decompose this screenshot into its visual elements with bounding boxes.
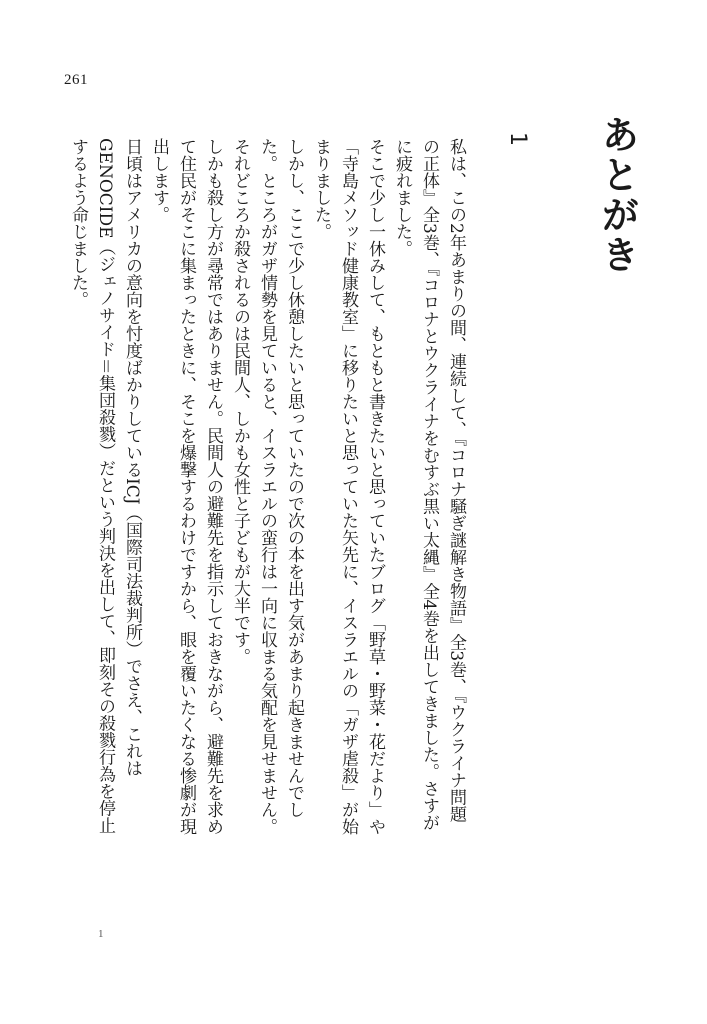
paragraph: そこで少し一休みして、もともと書きたいと思っていたブログ「野草・野菜・花だより」や「寺島メソッド健康教室」に移りたいと思っていた矢先に、イスラエルの「ガザ虐殺」が始まりました。	[311, 138, 385, 835]
chapter-title: あとがき	[595, 115, 639, 275]
page-number: 261	[64, 72, 88, 88]
paragraph: 私は、この2年あまりの間、連続して、『コロナ騒ぎ謎解き物語』全3巻、『ウクライナ問題の正体』全3巻、『コロナとウクライナをむすぶ黒い太縄』全4巻を出してきました。さすがに疲れました。	[392, 138, 466, 832]
footer-mark: 1	[98, 928, 104, 940]
paragraph: しかも殺し方が尋常ではありません。民間人の避難先を指示しておきながら、避難先を求めて住民がそこに集まったときに、そこを爆撃するわけですから、眼を覆いたくなる惨劇が現出します。	[149, 138, 223, 835]
paragraph: 日頃はアメリカの意向を忖度ばかりしているICJ（国際司法裁判所）でさえ、これはGENOCIDE（ジェノサイド＝集団殺戮）だという判決を出して、即刻その殺戮行為を停止するよう命じました。	[68, 138, 142, 834]
section-number: 1	[505, 132, 530, 146]
body-text	[68, 138, 469, 838]
paragraph: しかし、ここで少し休憩したいと思っていたので次の本を出す気があまり起きませんでした。ところがガザ情勢を見ていると、イスラエルの蛮行は一向に収まる気配を見せません。それどころか殺されるのは民間人、しかも女性と子どもが大半です。	[230, 138, 304, 835]
